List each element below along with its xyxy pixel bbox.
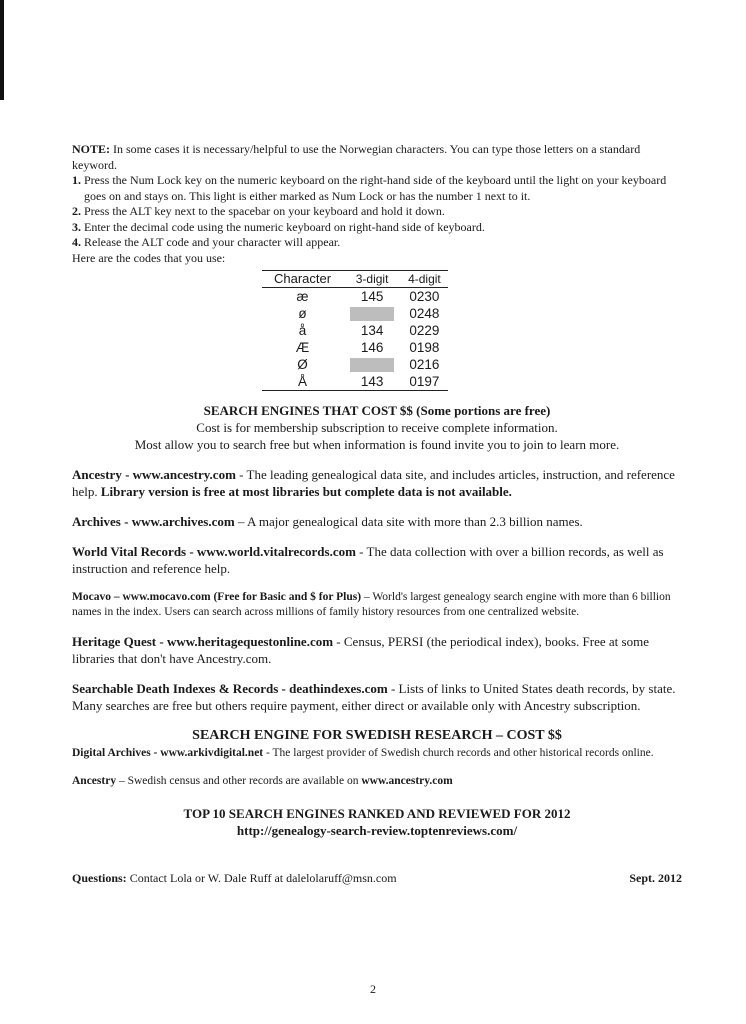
questions-label: Questions: (72, 871, 127, 885)
step-number: 2. (72, 204, 81, 218)
entry-ancestry (72, 466, 682, 500)
entry-text: - Lists of links to United States death records, by state. Many searches are free but others require payment, either direct or available only with Ancestry subscription. (72, 681, 676, 713)
entry-text: - The largest provider of Swedish church records and other historical records online. (263, 747, 654, 759)
swedish-section-heading: SEARCH ENGINE FOR SWEDISH RESEARCH – COST $$ (192, 728, 562, 743)
entry-text: – A major genealogical data site with more than 2.3 billion names. (234, 514, 583, 529)
contact-text: Contact Lola or W. Dale Ruff at dalelolaruff@msn.com (129, 871, 397, 885)
note-step-4 (72, 235, 682, 251)
cost-section-heading: SEARCH ENGINES THAT COST $$ (Some portions are free) (203, 403, 551, 418)
note-section (72, 142, 682, 266)
entry-name: Mocavo – www.mocavo.com (Free for Basic and $ for Plus) (72, 591, 362, 603)
cell-4-digit: 0248 (409, 306, 440, 321)
entry-text: - The leading genealogical data site, and includes articles, instruction, and reference help. (72, 467, 675, 499)
cell-character: Å (262, 373, 343, 391)
note-step-1 (72, 173, 682, 204)
note-label: NOTE: (72, 142, 111, 156)
step-text: Enter the decimal code using the numeric keyboard on right-hand side of keyboard. (84, 219, 485, 234)
entry-digital-archives (72, 746, 682, 761)
entry-bold-text: Library version is free at most libraries but complete data is not available. (100, 484, 512, 499)
entry-name: Digital Archives - www.arkivdigital.net (72, 747, 264, 759)
questions-line (72, 871, 397, 886)
entry-death-indexes (72, 680, 682, 714)
top10-url: http://genealogy-search-review.toptenreviews.com/ (236, 823, 518, 838)
footer (72, 871, 682, 886)
entry-mocavo (72, 590, 682, 620)
cell-3-digit: 143 (343, 373, 401, 391)
document-page (72, 142, 682, 886)
entry-bold-text: www.ancestry.com (361, 775, 453, 787)
header-3-digit: 3-digit (343, 271, 401, 288)
entry-name: Heritage Quest - www.heritagequestonline.com (72, 634, 334, 649)
step-text: Press the Num Lock key on the numeric keyboard on the right-hand side of the keyboard until the light on your keyboard goes on and stays on. This light is either marked as Num Lock or has the number 1 next to it. (84, 173, 667, 203)
entry-ancestry-swedish (72, 774, 682, 789)
step-text: Press the ALT key next to the spacebar on your keyboard and hold it down. (84, 204, 445, 218)
cell-character: ø (298, 306, 307, 321)
table-row (262, 356, 448, 373)
entry-heritage-quest (72, 633, 682, 667)
step-text: Release the ALT code and your character will appear. (84, 235, 341, 249)
table-row (262, 339, 448, 356)
cell-4-digit: 0229 (409, 323, 440, 338)
cell-4-digit: 0216 (409, 357, 440, 372)
shaded-blank (350, 307, 394, 321)
entry-text: – Swedish census and other records are available on (116, 775, 362, 787)
page-number: 2 (370, 982, 376, 996)
step-number: 1. (72, 173, 81, 187)
entry-world-vital-records (72, 543, 682, 577)
table-header-row (262, 271, 448, 288)
document-date: Sept. 2012 (629, 871, 682, 885)
step-number: 3. (72, 219, 81, 234)
cost-line-1: Cost is for membership subscription to receive complete information. (196, 420, 558, 435)
entry-text: - Census, PERSI (the periodical index), books. Free at some libraries that don't have Ancestry.com. (72, 634, 649, 666)
cell-4-digit: 0198 (409, 340, 440, 355)
entry-name: Ancestry (72, 775, 117, 787)
table-row (262, 322, 448, 339)
note-intro-text: In some cases it is necessary/helpful to use the Norwegian characters. You can type those letters on a standard keyword. (72, 142, 641, 172)
top10-section (72, 805, 682, 839)
codes-intro: Here are the codes that you use: (72, 250, 226, 265)
entry-name: Searchable Death Indexes & Records - deathindexes.com (72, 681, 388, 696)
shaded-blank (350, 358, 394, 372)
cell-character: å (298, 323, 307, 338)
cost-line-2: Most allow you to search free but when information is found invite you to join to learn more. (134, 437, 620, 452)
table-row (262, 288, 448, 306)
header-4-digit: 4-digit (401, 271, 448, 288)
entry-text: – World's largest genealogy search engine with more than 6 billion names in the index. Users can search across millions of family history resources from one centralized website. (72, 591, 671, 618)
cell-3-digit-shaded (343, 356, 401, 373)
note-intro (72, 142, 682, 173)
cell-4-digit: 0230 (409, 289, 440, 304)
entry-name: Ancestry - www.ancestry.com (72, 467, 236, 482)
cell-character: Æ (295, 340, 310, 355)
entry-name: Archives - www.archives.com (72, 514, 235, 529)
top10-heading: TOP 10 SEARCH ENGINES RANKED AND REVIEWED FOR 2012 (183, 806, 571, 821)
cell-character: Ø (297, 357, 308, 372)
cell-3-digit-shaded (343, 305, 401, 322)
entry-text: - The data collection with over a billion records, as well as instruction and reference help. (72, 544, 664, 576)
header-character: Character (262, 271, 343, 288)
table-row (262, 373, 448, 391)
cell-3-digit: 134 (360, 323, 384, 338)
scan-edge-mark (0, 0, 4, 100)
character-codes-table (262, 270, 448, 391)
entry-name: World Vital Records - www.world.vitalrecords.com (72, 544, 356, 559)
note-step-2 (72, 204, 682, 220)
step-number: 4. (72, 235, 81, 249)
cell-3-digit: 145 (360, 289, 384, 304)
note-step-3 (72, 220, 682, 236)
entry-archives (72, 513, 682, 530)
cell-character: æ (296, 289, 309, 304)
table-row (262, 305, 448, 322)
cell-4-digit: 0197 (401, 373, 448, 391)
cell-3-digit: 146 (360, 340, 384, 355)
